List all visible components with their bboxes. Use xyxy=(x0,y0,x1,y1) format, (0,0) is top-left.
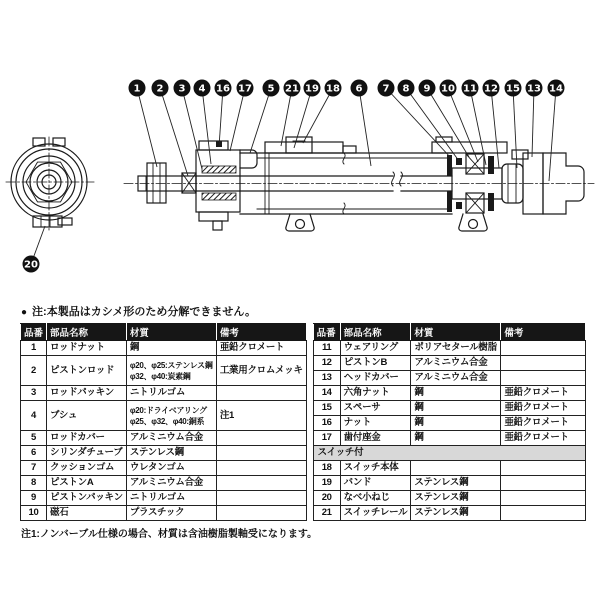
part-material: ステンレス鋼 xyxy=(126,446,216,461)
balloon-number: 5 xyxy=(267,83,275,95)
balloon-number: 7 xyxy=(382,83,390,95)
part-remark xyxy=(216,476,306,491)
part-no: 13 xyxy=(313,371,340,386)
rod-nut-part xyxy=(147,163,166,203)
switch-rail-left-part xyxy=(265,137,356,153)
part-no: 12 xyxy=(313,356,340,371)
rail-body xyxy=(265,142,343,153)
part-material: ステンレス鋼 xyxy=(411,491,501,506)
parts-row xyxy=(313,461,586,476)
part-name: クッションゴム xyxy=(47,461,127,476)
parts-table-right xyxy=(313,323,587,521)
parts-row xyxy=(313,491,586,506)
magnet-bar xyxy=(488,193,494,211)
parts-row xyxy=(21,386,307,401)
part-no: 11 xyxy=(313,341,340,356)
part-remark: 亜鉛クロメート xyxy=(501,431,586,446)
bracket-screw xyxy=(58,218,72,225)
leader-line xyxy=(137,88,157,167)
column-header: 部品名称 xyxy=(47,324,127,341)
part-material: ステンレス鋼 xyxy=(411,506,501,521)
switch-body xyxy=(286,137,312,153)
magnet-bar xyxy=(488,156,494,174)
header-row xyxy=(313,324,586,341)
balloon-number: 11 xyxy=(463,83,477,95)
rod-packing-hatch xyxy=(202,193,236,200)
end-view-drawing xyxy=(6,137,94,230)
column-header: 備考 xyxy=(216,324,306,341)
part-material: φ20、φ25:ステンレス鋼 φ32、φ40:炭素鋼 xyxy=(126,356,216,386)
parts-row xyxy=(21,476,307,491)
cover-body xyxy=(196,150,240,212)
part-remark: 亜鉛クロメート xyxy=(501,416,586,431)
parts-table-left xyxy=(20,323,307,521)
part-remark xyxy=(501,491,586,506)
cover-top-boss xyxy=(199,141,228,150)
balloon-number: 8 xyxy=(402,83,410,95)
part-material xyxy=(411,461,501,476)
part-name: ピストンA xyxy=(47,476,127,491)
balloon-number: 20 xyxy=(24,259,38,271)
leader-line xyxy=(549,88,556,181)
leader-line xyxy=(219,88,223,147)
balloon-number: 1 xyxy=(133,83,141,95)
leader-line xyxy=(532,88,534,157)
part-name: ロッドカバー xyxy=(47,431,127,446)
note-disassembly xyxy=(0,300,600,323)
rail-end-tab xyxy=(343,146,356,153)
part-name: スイッチレール xyxy=(340,506,411,521)
header-row xyxy=(21,324,307,341)
part-name: ウェアリング xyxy=(340,341,411,356)
parts-tables xyxy=(0,323,600,521)
part-name: ブシュ xyxy=(47,401,127,431)
part-no: 1 xyxy=(21,341,47,356)
note-1: 注1:ノンバーブル仕様の場合、材質は含油樹脂製軸受になります。 xyxy=(21,529,318,540)
part-no: 9 xyxy=(21,491,47,506)
part-remark: 亜鉛クロメート xyxy=(501,401,586,416)
rail-body xyxy=(432,142,507,153)
part-name: バンド xyxy=(340,476,411,491)
part-name: ピストンロッド xyxy=(47,356,127,386)
part-no: 16 xyxy=(313,416,340,431)
balloon-number: 2 xyxy=(156,83,164,95)
balloon-number: 16 xyxy=(216,83,230,95)
cushion-rubber xyxy=(456,158,462,165)
column-header: 材質 xyxy=(411,324,501,341)
leader-line xyxy=(513,88,517,168)
part-no: 19 xyxy=(313,476,340,491)
mounting-feet xyxy=(286,214,487,231)
part-remark: 工業用クロムメッキ xyxy=(216,356,306,386)
cover-bottom-tab xyxy=(213,221,222,230)
leader-line xyxy=(386,88,451,158)
part-name: ナット xyxy=(340,416,411,431)
part-material: アルミニウム合金 xyxy=(411,356,501,371)
cushion-bar xyxy=(447,155,452,176)
part-name: 六角ナット xyxy=(340,386,411,401)
part-name: ピストンパッキン xyxy=(47,491,127,506)
leader-line xyxy=(448,88,478,162)
part-name: ロッドナット xyxy=(47,341,127,356)
part-no: 8 xyxy=(21,476,47,491)
part-material: アルミニウム合金 xyxy=(126,476,216,491)
column-header: 品番 xyxy=(21,324,47,341)
part-material: プラスチック xyxy=(126,506,216,521)
part-no: 4 xyxy=(21,401,47,431)
column-header: 材質 xyxy=(126,324,216,341)
parts-row xyxy=(21,356,307,386)
part-no: 21 xyxy=(313,506,340,521)
part-no: 18 xyxy=(313,461,340,476)
part-remark xyxy=(501,476,586,491)
balloon-number: 3 xyxy=(178,83,186,95)
part-no: 17 xyxy=(313,431,340,446)
leader-line xyxy=(250,88,271,153)
head-top-boss xyxy=(512,150,528,159)
balloon-number: 9 xyxy=(423,83,431,95)
part-name: 磁石 xyxy=(47,506,127,521)
column-header: 品番 xyxy=(313,324,340,341)
part-material: アルミニウム合金 xyxy=(411,371,501,386)
balloon-number: 17 xyxy=(238,83,252,95)
parts-row xyxy=(21,341,307,356)
leader-line xyxy=(230,88,245,151)
rod-packing-hatch xyxy=(202,166,236,173)
balloon-number: 15 xyxy=(506,83,520,95)
part-no: 7 xyxy=(21,461,47,476)
part-name: なべ小ねじ xyxy=(340,491,411,506)
piston-rod-inner xyxy=(196,172,452,191)
balloon-number: 14 xyxy=(549,83,563,95)
part-name: シリンダチューブ xyxy=(47,446,127,461)
rail-tab xyxy=(436,137,452,142)
switch-band-label: スイッチ付 xyxy=(313,446,586,461)
parts-row xyxy=(313,506,586,521)
part-name: ピストンB xyxy=(340,356,411,371)
parts-row xyxy=(313,476,586,491)
part-no: 20 xyxy=(313,491,340,506)
part-no: 3 xyxy=(21,386,47,401)
part-remark: 亜鉛クロメート xyxy=(501,386,586,401)
parts-row xyxy=(313,386,586,401)
bullet-icon: ● xyxy=(21,307,28,318)
part-no: 14 xyxy=(313,386,340,401)
part-material: ステンレス鋼 xyxy=(411,476,501,491)
column-header: 備考 xyxy=(501,324,586,341)
part-no: 10 xyxy=(21,506,47,521)
switch-band-bracket xyxy=(33,216,72,227)
balloon-number: 18 xyxy=(326,83,340,95)
balloon-number: 13 xyxy=(527,83,541,95)
part-material: ポリアセタール樹脂 xyxy=(411,341,501,356)
part-remark xyxy=(216,461,306,476)
cover-bottom-boss xyxy=(199,212,228,221)
balloon-number: 21 xyxy=(285,83,299,95)
part-material: 鋼 xyxy=(126,341,216,356)
leader-line xyxy=(303,88,333,143)
parts-row xyxy=(313,431,586,446)
balloon-number: 19 xyxy=(305,83,319,95)
part-remark: 亜鉛クロメート xyxy=(216,341,306,356)
leader-line xyxy=(359,88,371,166)
part-remark xyxy=(501,356,586,371)
parts-row xyxy=(21,491,307,506)
part-material: φ20:ドライベアリング φ25、φ32、φ40:銅系 xyxy=(126,401,216,431)
part-material: ニトリルゴム xyxy=(126,491,216,506)
part-material: 鋼 xyxy=(411,431,501,446)
part-remark: 注1 xyxy=(216,401,306,431)
part-remark xyxy=(501,506,586,521)
cushion-bar xyxy=(447,191,452,212)
part-remark xyxy=(501,341,586,356)
nut-body xyxy=(147,163,166,203)
parts-row xyxy=(21,446,307,461)
parts-row xyxy=(313,356,586,371)
parts-row xyxy=(21,461,307,476)
part-name: ヘッドカバー xyxy=(340,371,411,386)
part-material: 鋼 xyxy=(411,416,501,431)
part-no: 6 xyxy=(21,446,47,461)
rod-cover-part xyxy=(196,141,240,230)
side-section-drawing xyxy=(124,137,594,231)
leader-line xyxy=(182,88,202,169)
leader-line xyxy=(427,88,469,157)
balloon-number: 4 xyxy=(198,83,206,95)
part-no: 5 xyxy=(21,431,47,446)
note-disassembly-text: 注:本製品はカシメ形のため分解できません。 xyxy=(32,306,257,318)
part-remark xyxy=(216,491,306,506)
part-material: ニトリルゴム xyxy=(126,386,216,401)
leader-line xyxy=(294,88,312,148)
leader-line xyxy=(202,88,211,164)
parts-row xyxy=(313,371,586,386)
balloon-number: 10 xyxy=(441,83,455,95)
balloon-number: 12 xyxy=(484,83,498,95)
part-material: アルミニウム合金 xyxy=(126,431,216,446)
head-cover-part xyxy=(512,150,584,214)
part-name: スイッチ本体 xyxy=(340,461,411,476)
parts-row xyxy=(313,416,586,431)
parts-row xyxy=(21,431,307,446)
cushion-rubber xyxy=(456,202,462,209)
part-material: ウレタンゴム xyxy=(126,461,216,476)
part-name: スペーサ xyxy=(340,401,411,416)
part-remark xyxy=(501,461,586,476)
column-header: 部品名称 xyxy=(340,324,411,341)
foot-hole xyxy=(296,220,305,229)
switch-band-row xyxy=(313,446,586,461)
parts-row xyxy=(313,341,586,356)
parts-row xyxy=(21,401,307,431)
part-name: 歯付座金 xyxy=(340,431,411,446)
part-remark xyxy=(501,371,586,386)
part-material: 鋼 xyxy=(411,401,501,416)
balloon-number: 6 xyxy=(355,83,363,95)
part-remark xyxy=(216,506,306,521)
part-no: 2 xyxy=(21,356,47,386)
part-no: 15 xyxy=(313,401,340,416)
foot-hole xyxy=(469,220,478,229)
part-remark xyxy=(216,386,306,401)
part-remark xyxy=(216,446,306,461)
part-material: 鋼 xyxy=(411,386,501,401)
part-name: ロッドパッキン xyxy=(47,386,127,401)
parts-row xyxy=(313,401,586,416)
part-remark xyxy=(216,431,306,446)
parts-row xyxy=(21,506,307,521)
